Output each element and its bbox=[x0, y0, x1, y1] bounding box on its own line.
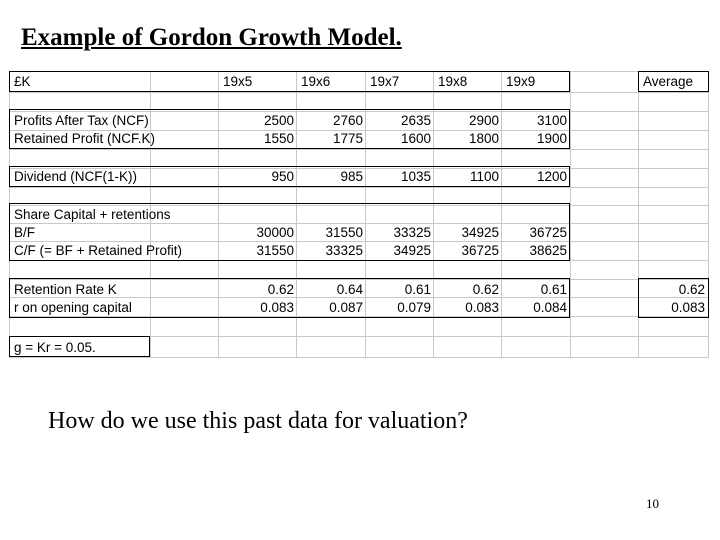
table-cell: 0.62 bbox=[472, 282, 499, 297]
table-cell: 1800 bbox=[468, 131, 499, 146]
row-label: r on opening capital bbox=[14, 300, 132, 315]
year-header: 19x9 bbox=[506, 74, 536, 89]
page-number: 10 bbox=[646, 496, 659, 511]
table-cell: 1600 bbox=[400, 131, 431, 146]
gridline bbox=[570, 71, 571, 358]
row-label: Profits After Tax (NCF) bbox=[14, 113, 149, 128]
table-cell: 2635 bbox=[400, 113, 431, 128]
table-cell: 2900 bbox=[468, 113, 499, 128]
spreadsheet-table bbox=[9, 71, 709, 358]
table-cell: 2500 bbox=[263, 113, 294, 128]
table-cell: 950 bbox=[271, 169, 294, 184]
table-cell: 0.087 bbox=[329, 300, 363, 315]
table-cell: 33325 bbox=[325, 243, 363, 258]
row-label: Share Capital + retentions bbox=[14, 207, 171, 222]
row-label: B/F bbox=[14, 225, 36, 240]
table-cell: 0.083 bbox=[465, 300, 499, 315]
table-cell: 0.083 bbox=[260, 300, 294, 315]
row-label: Retention Rate K bbox=[14, 282, 117, 297]
table-cell: 1200 bbox=[536, 169, 567, 184]
table-cell: 31550 bbox=[256, 243, 294, 258]
table-cell: 1900 bbox=[536, 131, 567, 146]
slide-title: Example of Gordon Growth Model. bbox=[21, 24, 402, 51]
year-header: 19x6 bbox=[301, 74, 331, 89]
table-cell: 2760 bbox=[332, 113, 363, 128]
table-cell: 1100 bbox=[469, 169, 499, 184]
row-label: Retained Profit (NCF.K) bbox=[14, 131, 156, 146]
table-cell: 0.62 bbox=[267, 282, 294, 297]
gridline bbox=[9, 149, 709, 150]
table-cell: 0.61 bbox=[540, 282, 567, 297]
table-cell: 1035 bbox=[400, 169, 431, 184]
table-cell: 1775 bbox=[332, 131, 363, 146]
table-cell: 1550 bbox=[263, 131, 294, 146]
table-cell: 36725 bbox=[461, 243, 499, 258]
row-label: C/F (= BF + Retained Profit) bbox=[14, 243, 183, 258]
gridline bbox=[9, 92, 709, 93]
row-label: Dividend (NCF(1-K)) bbox=[14, 169, 138, 184]
growth-formula: g = Kr = 0.05. bbox=[14, 340, 96, 355]
corner-label: £K bbox=[14, 74, 31, 89]
year-header: 19x8 bbox=[438, 74, 468, 89]
table-cell: 38625 bbox=[529, 243, 567, 258]
table-cell: 34925 bbox=[393, 243, 431, 258]
table-cell: 0.079 bbox=[397, 300, 431, 315]
table-cell: 33325 bbox=[393, 225, 431, 240]
table-cell: 34925 bbox=[461, 225, 499, 240]
year-header: 19x7 bbox=[370, 74, 400, 89]
average-cell: 0.083 bbox=[671, 300, 705, 315]
gridline bbox=[9, 187, 709, 188]
table-cell: 31550 bbox=[325, 225, 363, 240]
table-cell: 36725 bbox=[529, 225, 567, 240]
table-cell: 0.64 bbox=[336, 282, 363, 297]
average-cell: 0.62 bbox=[678, 282, 705, 297]
table-cell: 0.61 bbox=[404, 282, 431, 297]
table-cell: 0.084 bbox=[533, 300, 567, 315]
average-header: Average bbox=[643, 74, 694, 89]
table-cell: 985 bbox=[340, 169, 363, 184]
year-header: 19x5 bbox=[223, 74, 253, 89]
question-text: How do we use this past data for valuation? bbox=[48, 408, 468, 434]
gridline bbox=[9, 357, 709, 358]
table-cell: 3100 bbox=[536, 113, 567, 128]
header-box bbox=[9, 71, 570, 92]
table-cell: 30000 bbox=[256, 225, 294, 240]
